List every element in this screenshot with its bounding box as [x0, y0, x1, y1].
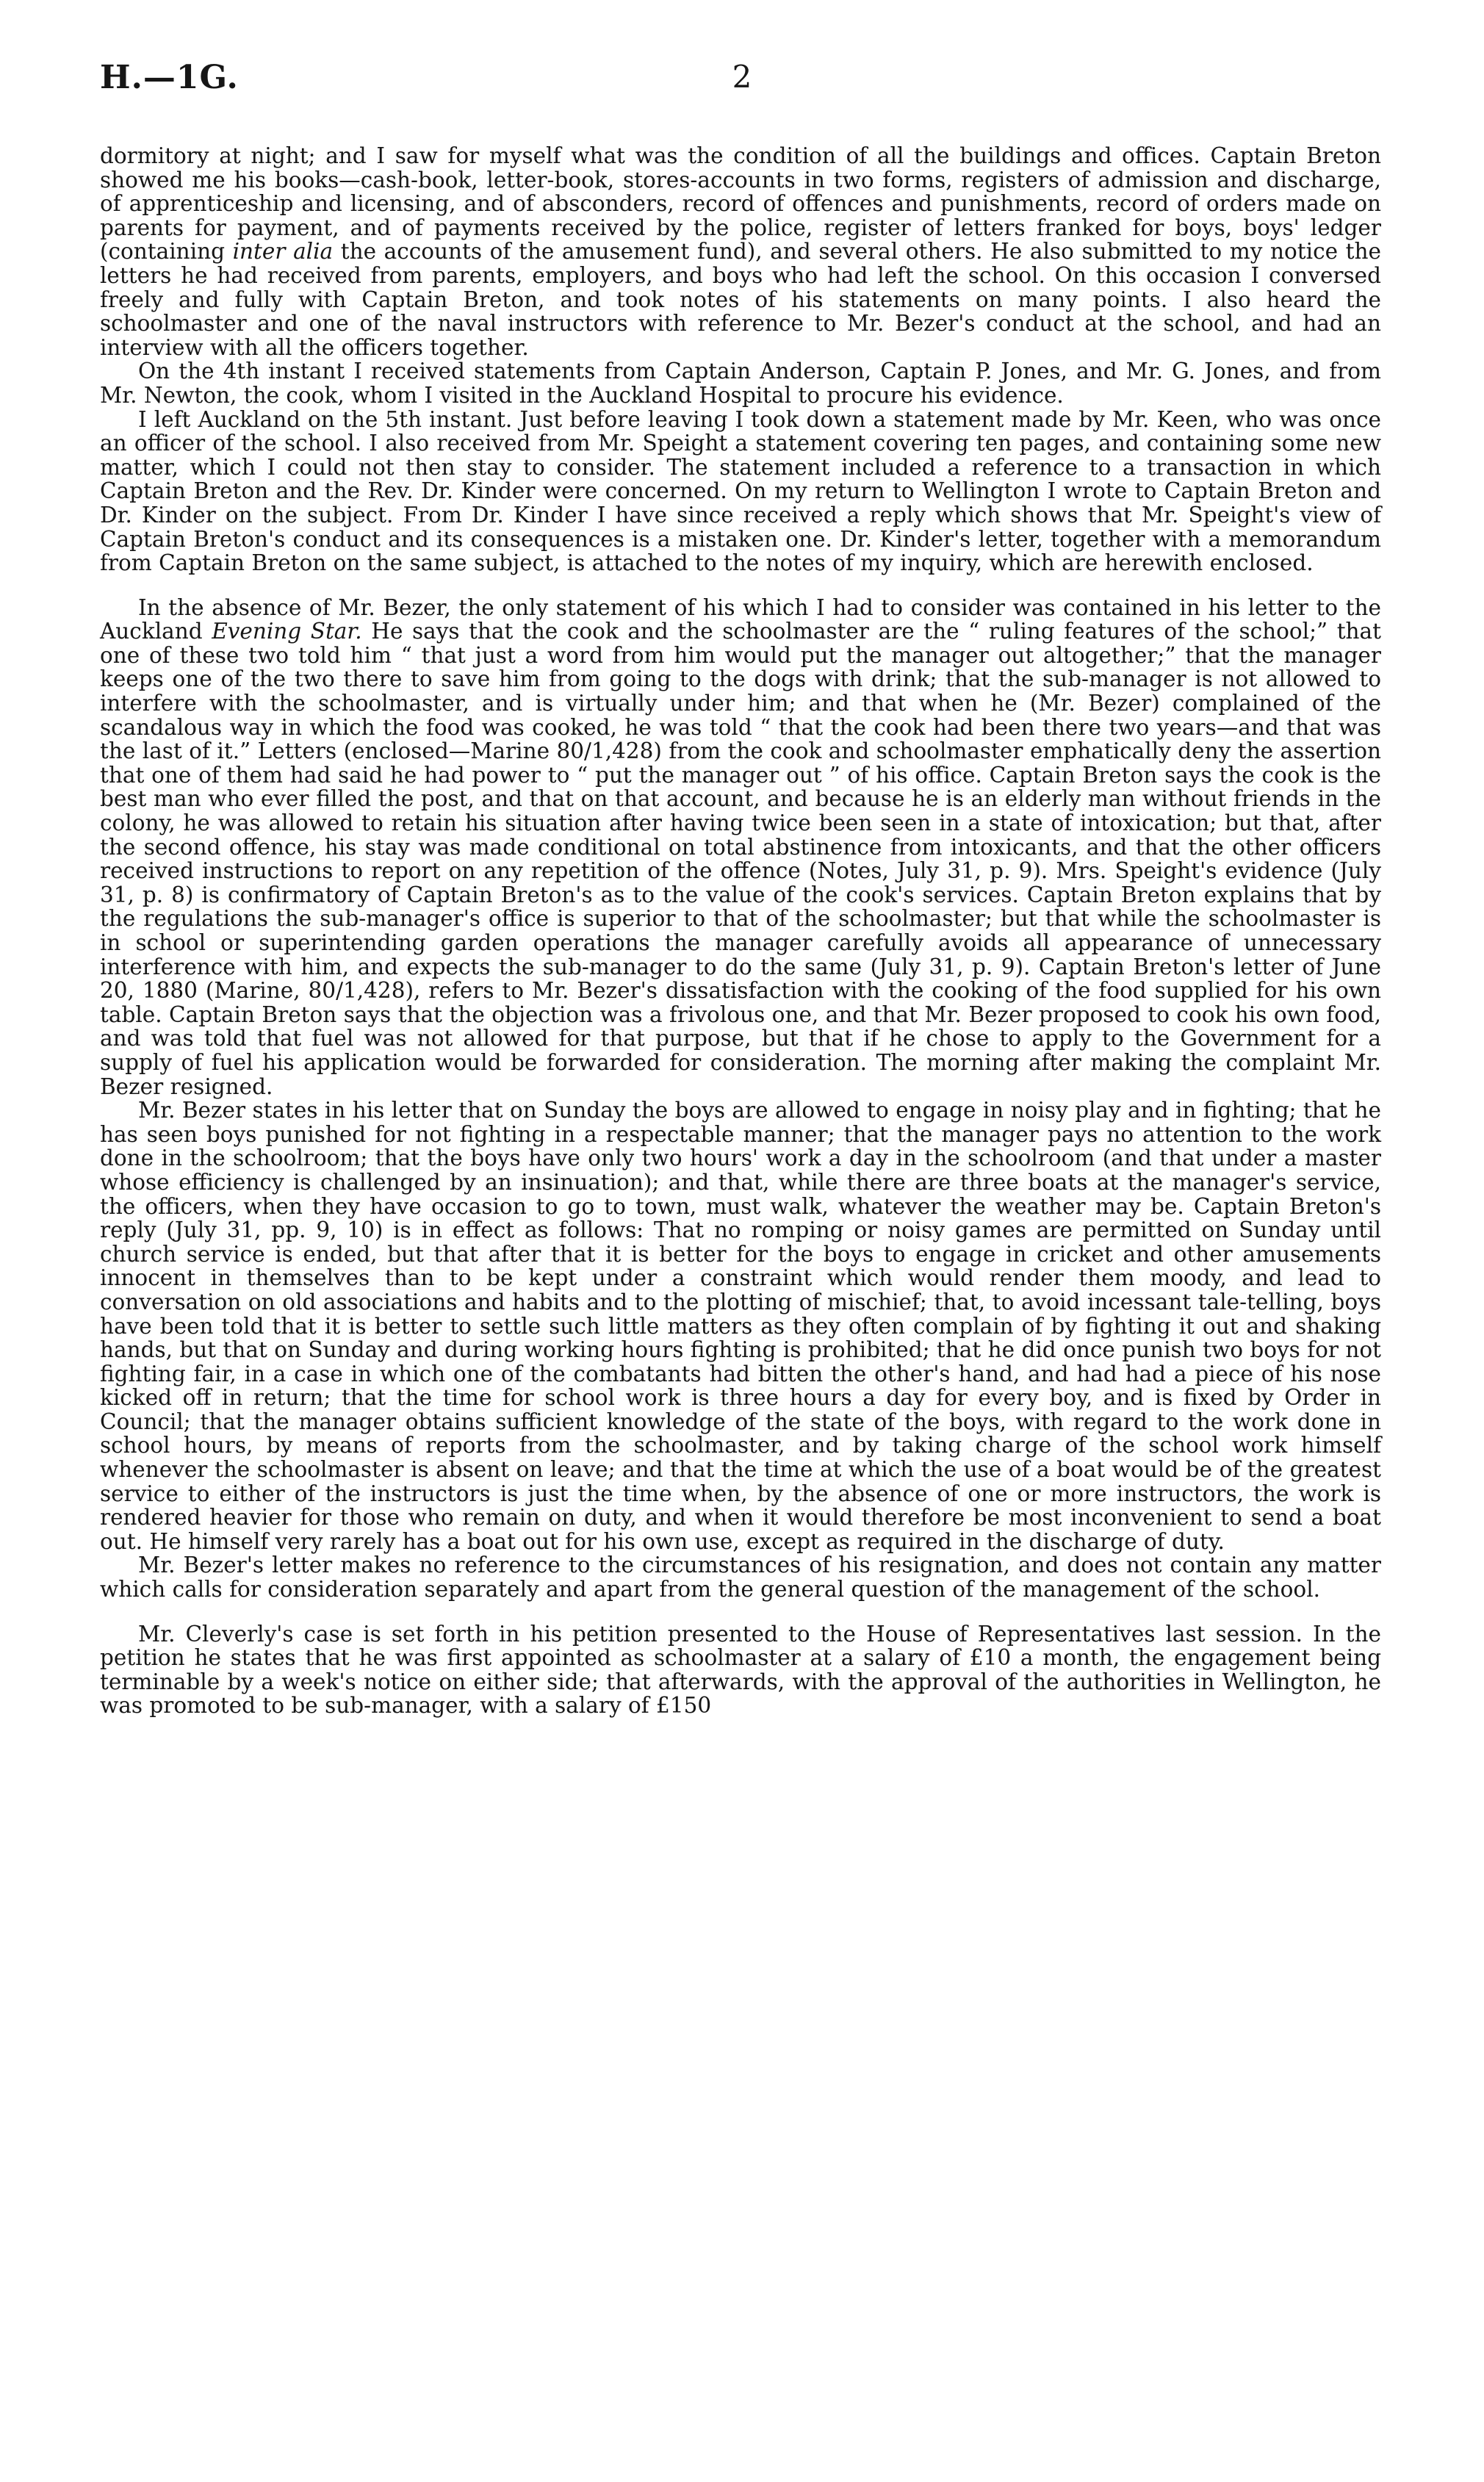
paragraph	[100, 596, 1381, 1098]
italic-text: Evening Star.	[212, 619, 362, 644]
paragraph	[100, 408, 1381, 575]
paragraph-text: On the 4th instant I received statements from Captain Anderson, Captain P. Jones, and Mr. G. Jones, and from Mr. Newton, the cook, whom I visited in the Auckland Hospital to procure his evidence.	[100, 359, 1381, 408]
paragraph-text: Mr. Bezer's letter makes no reference to the circumstances of his resignation, and does not contain any matter which calls for consideration separately and apart from the general question of the management of the school.	[100, 1553, 1381, 1602]
page-number: 2	[732, 59, 752, 95]
paragraph	[100, 1098, 1381, 1553]
italic-text: inter alia	[232, 239, 334, 265]
paragraph	[100, 1553, 1381, 1601]
paragraph	[100, 144, 1381, 359]
paragraph-text: In the absence of Mr. Bezer, the only statement of his which I had to consider was contained in his letter to the Auckland	[100, 594, 1381, 644]
paragraph	[100, 1622, 1381, 1718]
paragraph	[100, 359, 1381, 407]
paragraph-text: He says that the cook and the schoolmaster are the “ ruling features of the school;” that one of these two told him “ that just a word from him would put the manager out altogether;” that the manager keeps one of the two there to save him from going to the dogs with drink; that the sub-manager is not allowed to interfere with the schoolmaster, and is virtually under him; and that when he (Mr. Bezer) complained of the scandalous way in which the food was cooked, he was told “ that the cook had been there two years—and that was the last of it.” Letters (enclosed—Marine 80/1,428) from the cook and schoolmaster emphatically deny the assertion that one of them had said he had power to “ put the manager out ” of his office. Captain Breton says the cook is the best man who ever filled the post, and that on that account, and because he is an elderly man without friends in the colony, he was allowed to retain his situation after having twice been seen in a state of intoxication; but that, after the second offence, his stay was made conditional on total abstinence from intoxicants, and that the other officers received instructions to report on any repetition of the offence (Notes, July 31, p. 9). Mrs. Speight's evidence (July 31, p. 8) is confirmatory of Captain Breton's as to the value of the cook's services. Captain Breton explains that by the regulations the sub-manager's office is superior to that of the schoolmaster; but that while the schoolmaster is in school or superintending garden operations the manager carefully avoids all appearance of unnecessary interference with him, and expects the sub-manager to do the same (July 31, p. 9). Captain Breton's letter of June 20, 1880 (Marine, 80/1,428), refers to Mr. Bezer's dissatisfaction with the cooking of the food supplied for his own table. Captain Breton says that the objection was a frivolous one, and that Mr. Bezer proposed to cook his own food, and was told that fuel was not allowed for that purpose, but that if he chose to apply to the Government for a supply of fuel his application would be forwarded for consideration. The morning after making the complaint Mr. Bezer resigned.	[100, 619, 1381, 1099]
body-text	[100, 144, 1381, 1718]
paragraph-text: dormitory at night; and I saw for myself what was the condition of all the buildings and offices. Captain Breton showed me his books—cash-book, letter-book, stores-accounts in two forms, registers of admission and discharge, of apprenticeship and licensing, and of absconders, record of offences and punishments, record of orders made on parents for payment, and of payments received by the police, register of letters franked for boys, boys' ledger (containing	[100, 143, 1381, 265]
series-reference: H.—1G.	[100, 59, 239, 96]
paragraph-text: I left Auckland on the 5th instant. Just before leaving I took down a statement made by Mr. Keen, who was once an officer of the school. I also received from Mr. Speight a statement covering ten pages, and containing some new matter, which I could not then stay to consider. The statement included a reference to a transaction in which Captain Breton and the Rev. Dr. Kinder were concerned. On my return to Wellington I wrote to Captain Breton and Dr. Kinder on the subject. From Dr. Kinder I have since received a reply which shows that Mr. Speight's view of Captain Breton's conduct and its consequences is a mistaken one. Dr. Kinder's letter, together with a memorandum from Captain Breton on the same subject, is attached to the notes of my inquiry, which are herewith enclosed.	[100, 406, 1381, 576]
paragraph-text: Mr. Cleverly's case is set forth in his petition presented to the House of Representatives last session. In the petition he states that he was first appointed as schoolmaster at a salary of £10 a month, the engagement being terminable by a week's notice on either side; that afterwards, with the approval of the authorities in Wellington, he was promoted to be sub-manager, with a salary of £150	[100, 1621, 1381, 1719]
paragraph-text: Mr. Bezer states in his letter that on Sunday the boys are allowed to engage in noisy play and in fighting; that he has seen boys punished for not fighting in a respectable manner; that the manager pays no attention to the work done in the schoolroom; that the boys have only two hours' work a day in the schoolroom (and that under a master whose efficiency is challenged by an insinuation); and that, while there are three boats at the manager's service, the officers, when they have occasion to go to town, must walk, whatever the weather may be. Captain Breton's reply (July 31, pp. 9, 10) is in effect as follows: That no romping or noisy games are permitted on Sunday until church service is ended, but that after that it is better for the boys to engage in cricket and other amusements innocent in themselves than to be kept under a constraint which would render them moody, and lead to conversation on old associations and habits and to the plotting of mischief; that, to avoid incessant tale-telling, boys have been told that it is better to settle such little matters as they often complain of by fighting it out and shaking hands, but that on Sunday and during working hours fighting is prohibited; that he did once punish two boys for not fighting fair, in a case in which one of the combatants had bitten the other's hand, and had had a piece of his nose kicked off in return; that the time for school work is three hours a day for every boy, and is fixed by Order in Council; that the manager obtains sufficient knowledge of the state of the boys, with regard to the work done in school hours, by means of reports from the schoolmaster, and by taking charge of the school work himself whenever the schoolmaster is absent on leave; and that the time at which the use of a boat would be of the greatest service to either of the instructors is just the time when, by the absence of one or more instructors, the work is rendered heavier for those who remain on duty, and when it would therefore be most inconvenient to send a boat out. He himself very rarely has a boat out for his own use, except as required in the discharge of duty.	[100, 1098, 1381, 1554]
page-header	[100, 59, 1384, 110]
paragraph-text: the accounts of the amusement fund), and several others. He also submitted to my notice the letters he had received from parents, employers, and boys who had left the school. On this occasion I conversed freely and fully with Captain Breton, and took notes of his statements on many points. I also heard the schoolmaster and one of the naval instructors with reference to Mr. Bezer's conduct at the school, and had an interview with all the officers together.	[100, 239, 1381, 360]
